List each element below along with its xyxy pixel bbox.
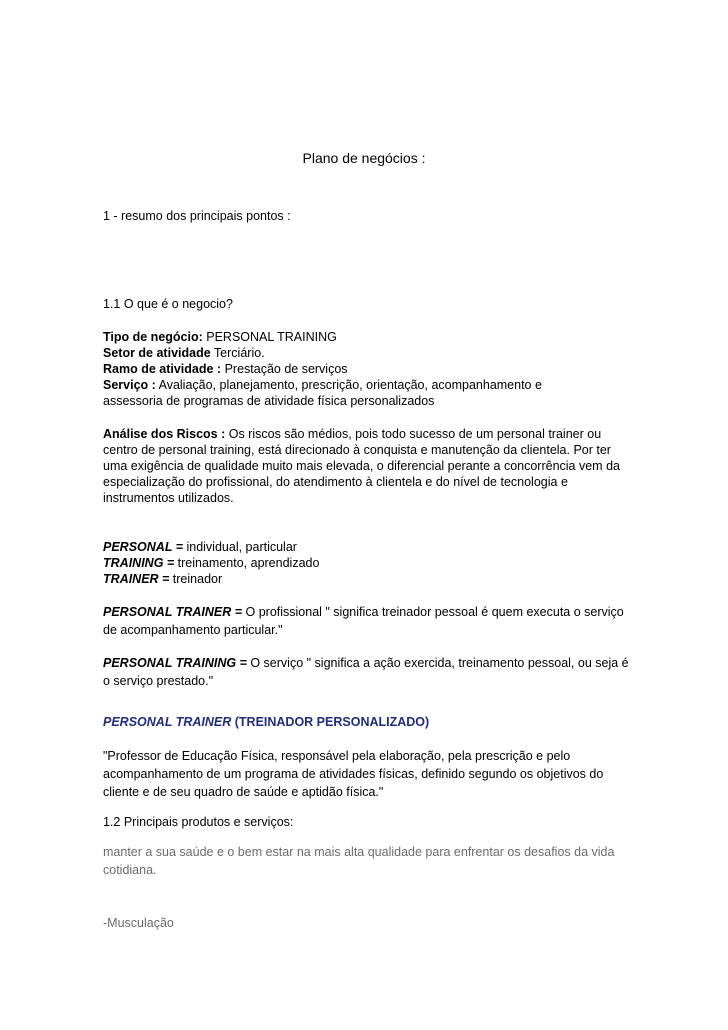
riscos-line-2: centro de personal training, está direcionado à conquista e manutenção da clientela. Por ter xyxy=(103,443,611,457)
personal-training-label: PERSONAL TRAINING = xyxy=(103,656,247,670)
ramo-line xyxy=(103,361,628,377)
heading-italic: PERSONAL TRAINER xyxy=(103,715,232,729)
riscos-line-4: especialização do profissional, do atendimento à clientela e do nível de tecnologia e xyxy=(103,475,568,489)
personal-trainer-def-2: de acompanhamento particular." xyxy=(103,623,283,637)
personal-training-text-1: O serviço " significa a ação exercida, treinamento pessoal, ou seja é xyxy=(246,656,629,670)
riscos-line-1 xyxy=(103,426,628,442)
tipo-line xyxy=(103,329,628,345)
page-title: Plano de negócios : xyxy=(302,150,426,166)
riscos-line-5: instrumentos utilizados. xyxy=(103,491,234,505)
personal-trainer-heading xyxy=(103,714,628,730)
training-def xyxy=(103,555,628,571)
ramo-value: Prestação de serviços xyxy=(221,362,348,376)
personal-def xyxy=(103,539,628,555)
musculacao-item: -Musculação xyxy=(103,916,174,930)
section-1-heading: 1 - resumo dos principais pontos : xyxy=(103,209,291,223)
personal-trainer-def-1 xyxy=(103,603,628,621)
riscos-text-1: Os riscos são médios, pois todo sucesso de um personal trainer ou xyxy=(225,427,602,441)
section-1-1-heading: 1.1 O que é o negocio? xyxy=(103,297,233,311)
personal-training-def-2: o serviço prestado." xyxy=(103,674,214,688)
personal-label: PERSONAL = xyxy=(103,540,183,554)
setor-label: Setor de atividade xyxy=(103,346,211,360)
setor-value: Terciário. xyxy=(210,346,265,360)
tipo-label: Tipo de negócio: xyxy=(103,330,203,344)
servico-value: Avaliação, planejamento, prescrição, orientação, acompanhamento e xyxy=(155,378,542,392)
setor-line xyxy=(103,345,628,361)
servico-line-2: assessoria de programas de atividade física personalizados xyxy=(103,394,435,408)
training-label: TRAINING = xyxy=(103,556,175,570)
training-value: treinamento, aprendizado xyxy=(174,556,320,570)
ramo-label: Ramo de atividade : xyxy=(103,362,222,376)
quote-line-3: cliente e de seu quadro de saúde e aptidão física." xyxy=(103,785,384,799)
trainer-value: treinador xyxy=(169,572,223,586)
grey-line-2: cotidiana. xyxy=(103,863,157,877)
grey-line-1: manter a sua saúde e o bem estar na mais alta qualidade para enfrentar os desafios da vida xyxy=(103,845,615,859)
quote-line-2: acompanhamento de um programa de atividades físicas, definido segundo os objetivos do xyxy=(103,767,604,781)
personal-trainer-text-1: O profissional " significa treinador pessoal é quem executa o serviço xyxy=(242,605,624,619)
tipo-value: PERSONAL TRAINING xyxy=(202,330,337,344)
trainer-label: TRAINER = xyxy=(103,572,170,586)
personal-trainer-label: PERSONAL TRAINER = xyxy=(103,605,243,619)
heading-rest: (TREINADOR PERSONALIZADO) xyxy=(231,715,430,729)
personal-value: individual, particular xyxy=(183,540,297,554)
section-1-2-heading: 1.2 Principais produtos e serviços: xyxy=(103,815,294,829)
personal-training-def-1 xyxy=(103,654,628,672)
riscos-line-3: uma exigência de qualidade muito mais elevada, o diferencial perante a concorrência vem da xyxy=(103,459,620,473)
quote-line-1: "Professor de Educação Física, responsável pela elaboração, pela prescrição e pelo xyxy=(103,749,571,763)
servico-line xyxy=(103,377,628,393)
riscos-label: Análise dos Riscos : xyxy=(103,427,226,441)
trainer-def xyxy=(103,571,628,587)
servico-label: Serviço : xyxy=(103,378,156,392)
